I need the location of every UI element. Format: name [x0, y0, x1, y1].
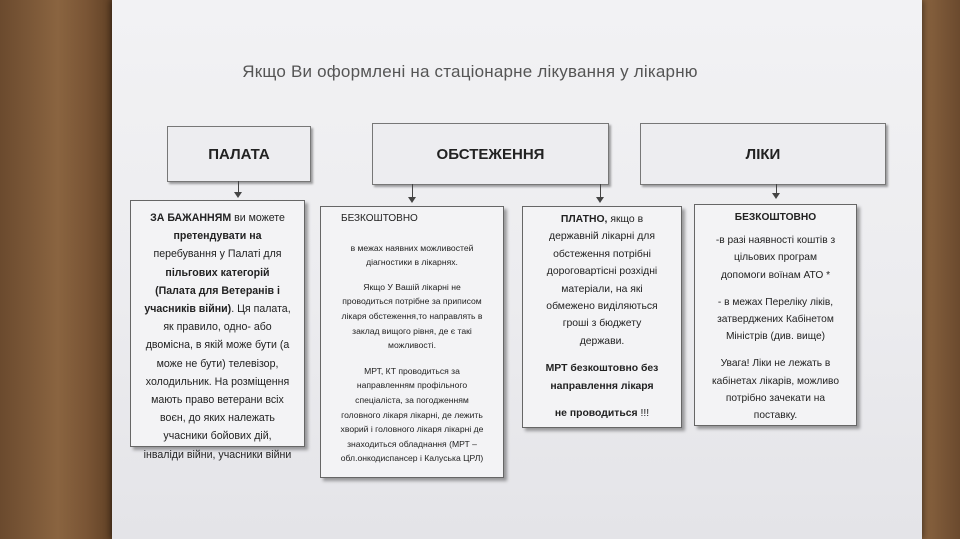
obstezhennia-line: в межах наявних можливостей: [350, 242, 474, 253]
obstezhennia-line: проводиться потрібне за приписом: [342, 296, 482, 307]
liky-line: кабінетах лікарів, можливо: [711, 375, 840, 387]
obstezhennia-line: головного лікаря лікарні, де лежить: [341, 409, 483, 420]
liky-info-box: [694, 204, 857, 426]
liky-line: потрібно зачекати на: [725, 392, 826, 404]
obstezhennia-line: направленням профільного: [356, 380, 468, 391]
palata-line-bold: учасників війни): [144, 303, 232, 316]
obstezhennia-line: заклад вищого рівня, де є такі: [352, 325, 472, 336]
liky-line: Увага! Ліки не лежать в: [720, 358, 831, 370]
paid-mrt-line: не проводиться: [554, 408, 638, 420]
header-obstezhennia: [372, 123, 609, 185]
obstezhennia-free-box: [320, 206, 504, 478]
header-liky: [640, 123, 886, 185]
paid-line: дороговартісні розхідні: [546, 266, 658, 278]
obstezhennia-free-heading: БЕЗКОШТОВНО: [341, 213, 418, 224]
liky-line: цільових програм: [734, 252, 817, 264]
paid-lead: ПЛАТНО,: [560, 214, 608, 225]
paid-line: матеріали, на які: [561, 283, 643, 295]
palata-line: може не бути) телевізор,: [156, 357, 279, 370]
paid-line: якщо в: [607, 214, 644, 225]
liky-line: затверджених Кабінетом: [717, 314, 834, 326]
liky-line: поставку.: [753, 410, 798, 422]
palata-line: учасники бойових дій,: [163, 430, 272, 443]
obstezhennia-paid-box: [522, 206, 682, 428]
liky-line: -в разі наявності коштів з: [715, 235, 836, 247]
liky-line: - в межах Переліку ліків,: [717, 296, 834, 308]
paid-line: державній лікарні для: [549, 231, 655, 243]
palata-line: претендувати на: [173, 230, 262, 243]
palata-line: пільгових категорій: [165, 266, 270, 279]
paid-mrt-line: направлення лікаря: [550, 380, 654, 392]
palata-info-box: [130, 200, 305, 461]
page-title: Якщо Ви оформлені на стаціонарне лікування у лікарню: [242, 62, 698, 81]
arrow-obstezhennia-right-icon: [596, 197, 604, 203]
palata-line: мають право ветерани всіх: [151, 394, 284, 407]
paid-line: гроші з бюджету: [562, 318, 642, 330]
arrow-liky-icon: [772, 193, 780, 199]
palata-line: як правило, одно- або: [163, 321, 272, 334]
obstezhennia-line: МРТ, КТ проводиться за: [364, 365, 460, 376]
paid-mrt-line: МРТ безкоштовно без: [545, 363, 659, 375]
header-palata-label: ПАЛАТА: [208, 145, 270, 163]
palata-line: холодильник. На розміщення: [145, 375, 290, 388]
arrow-obstezhennia-left-icon: [408, 197, 416, 203]
liky-line: Міністрів (див. вище): [725, 331, 826, 343]
palata-line: воєн, до яких належать: [160, 412, 275, 425]
palata-line: перебування у Палаті для: [153, 248, 282, 261]
obstezhennia-line: можливості.: [388, 340, 436, 351]
palata-line: інваліди війни, учасники війни: [143, 448, 292, 461]
liky-line: допомоги воїнам АТО *: [720, 269, 831, 281]
palata-line: ви можете: [231, 212, 285, 224]
header-liky-label: ЛІКИ: [745, 145, 781, 163]
obstezhennia-line: спеціаліста, за погодженням: [355, 394, 469, 405]
paid-exclaim: !!!: [637, 408, 650, 420]
palata-line: . Ця палата,: [231, 303, 291, 316]
palata-line: двомісна, в якій може бути (а: [145, 339, 290, 352]
header-obstezhennia-label: ОБСТЕЖЕННЯ: [436, 145, 545, 163]
palata-lead: ЗА БАЖАННЯМ: [150, 212, 232, 224]
obstezhennia-line: хворий і головного лікаря лікарні де: [340, 424, 484, 435]
liky-heading: БЕЗКОШТОВНО: [734, 212, 817, 223]
connector-obstezhennia-right: [600, 184, 601, 198]
header-palata: [167, 126, 311, 182]
connector-obstezhennia-left: [412, 184, 413, 198]
obstezhennia-line: обл.онкодиспансер і Калуська ЦРЛ): [340, 453, 484, 464]
arrow-palata-icon: [234, 192, 242, 198]
paid-line: держави.: [579, 335, 625, 347]
obstezhennia-line: Якщо У Вашій лікарні не: [363, 281, 461, 292]
palata-line: (Палата для Ветеранів і: [155, 284, 280, 297]
paid-line: обмежено виділяються: [546, 301, 658, 313]
obstezhennia-line: знаходиться обладнання (МРТ –: [347, 438, 477, 449]
obstezhennia-line: лікаря обстеження,то направлять в: [341, 310, 483, 321]
paid-line: обстеження потрібні: [553, 248, 651, 260]
obstezhennia-line: діагностики в лікарнях.: [366, 257, 458, 268]
